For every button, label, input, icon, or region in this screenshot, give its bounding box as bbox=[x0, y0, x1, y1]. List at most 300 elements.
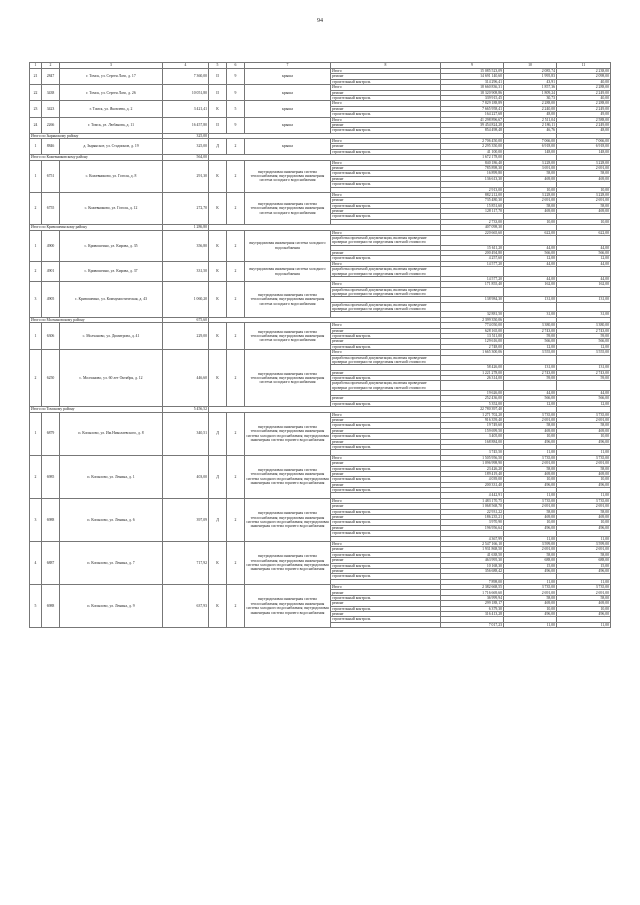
object-col6: 2 bbox=[227, 282, 245, 318]
object-number: 1 bbox=[30, 139, 42, 155]
object-number: 2 bbox=[30, 350, 42, 407]
cost-amount: 3 745,50 bbox=[441, 450, 504, 455]
object-address: с. Кривошеино, ул. Кирова, д. 35 bbox=[60, 230, 163, 261]
cost-limit: 58,00 bbox=[557, 509, 611, 514]
cost-per-unit: 688,00 bbox=[504, 558, 557, 563]
object-number: 1 bbox=[30, 323, 42, 350]
cost-limit: 3 555,00 bbox=[557, 350, 611, 355]
cost-limit: 3 380,00 bbox=[557, 323, 611, 328]
object-col5: К bbox=[209, 230, 227, 261]
cost-item: ремонт bbox=[331, 90, 441, 95]
cost-item: ремонт bbox=[331, 428, 441, 433]
cost-limit: 58,00 bbox=[557, 466, 611, 471]
cost-per-unit: 46,76 bbox=[504, 128, 557, 133]
district-total-value: 22 780 397,40 bbox=[441, 407, 504, 412]
cost-limit: 2 743,00 bbox=[557, 370, 611, 375]
cost-item: строительный контроль bbox=[331, 401, 441, 406]
cost-per-unit: 162,00 bbox=[504, 282, 557, 287]
cost-per-unit: 2 691,00 bbox=[504, 504, 557, 509]
cost-item: Итого bbox=[331, 455, 441, 460]
cost-limit: 11,00 bbox=[557, 536, 611, 541]
cost-limit: 496,00 bbox=[557, 568, 611, 573]
cost-item: строительный контроль bbox=[331, 376, 441, 381]
cost-item: Итого bbox=[331, 498, 441, 503]
cost-amount: 22 931,22 bbox=[441, 509, 504, 514]
cost-amount: 129 616,00 bbox=[441, 339, 504, 344]
object-col6: 2 bbox=[227, 412, 245, 455]
cost-item: строительный контроль bbox=[331, 79, 441, 84]
cost-amount: 128 117,70 bbox=[441, 209, 504, 214]
cost-amount: 3 970,90 bbox=[441, 520, 504, 525]
district-total-area: 675,60 bbox=[163, 317, 209, 322]
cost-per-unit: 469,00 bbox=[504, 471, 557, 476]
cost-amount: 171 855,40 bbox=[441, 282, 504, 287]
cost-limit: 2 588,00 bbox=[557, 117, 611, 122]
object-area: 340,51 bbox=[163, 412, 209, 455]
cost-amount: 2 733,00 bbox=[441, 219, 504, 224]
cost-limit: 12,00 bbox=[557, 256, 611, 261]
object-address: с. Кривошеино, ул. Коммунистическая, д. 43 bbox=[60, 282, 163, 318]
object-col6: 2 bbox=[227, 192, 245, 224]
cost-per-unit: 2 240,00 bbox=[504, 106, 557, 111]
object-area: 1 060,20 bbox=[163, 282, 209, 318]
object-col6: 2 bbox=[227, 455, 245, 498]
object-address: д. Зырянское, ул. Стадионов, д. 19 bbox=[60, 139, 163, 155]
cost-amount: 1 665 300,06 bbox=[441, 350, 504, 355]
cost-per-unit bbox=[504, 267, 557, 277]
cost-per-unit: 11,00 bbox=[504, 622, 557, 627]
cost-item: ремонт bbox=[331, 558, 441, 563]
cost-amount: 2 706 450,00 bbox=[441, 139, 504, 144]
cost-amount: 26 314,00 bbox=[441, 376, 504, 381]
cost-limit: 496,00 bbox=[557, 525, 611, 530]
object-code: 3438 bbox=[42, 85, 60, 101]
object-area: 331,50 bbox=[163, 261, 209, 281]
cost-item: строительный контроль bbox=[331, 552, 441, 557]
district-total-area: 325,00 bbox=[163, 133, 209, 138]
cost-item: ремонт bbox=[331, 590, 441, 595]
object-address: с. Кривошеино, ул. Кирова, д. 37 bbox=[60, 261, 163, 281]
cost-per-unit: 43,91 bbox=[504, 79, 557, 84]
object-col5: Д bbox=[209, 455, 227, 498]
object-number: 22 bbox=[30, 85, 42, 101]
cost-per-unit: 10,00 bbox=[504, 219, 557, 224]
object-number: 23 bbox=[30, 101, 42, 117]
cost-amount: 15 085 523,09 bbox=[441, 69, 504, 74]
work-type: внутридомовая инженерная система холодного водоснабжения bbox=[245, 230, 331, 261]
cost-amount: 1 096 998,90 bbox=[441, 461, 504, 466]
cost-amount: 164 227,68 bbox=[441, 112, 504, 117]
object-address: п. Копылово, ул. Ленина, д. 9 bbox=[60, 585, 163, 628]
cost-per-unit: 496,00 bbox=[504, 612, 557, 617]
cost-item: Итого bbox=[331, 192, 441, 197]
cost-limit: 2 249,00 bbox=[557, 106, 611, 111]
object-address: с. Молчаново, ул. Димитрова, д. 41 bbox=[60, 323, 163, 350]
cost-limit: 469,00 bbox=[557, 471, 611, 476]
cost-amount: 840 186,40 bbox=[441, 160, 504, 165]
cost-per-unit: 469,00 bbox=[504, 515, 557, 520]
object-col6: 9 bbox=[227, 85, 245, 101]
work-type: крыша bbox=[245, 69, 331, 85]
cost-per-unit: 10,00 bbox=[504, 477, 557, 482]
cost-per-unit: 58,00 bbox=[504, 171, 557, 176]
cost-item: строительный контроль bbox=[331, 203, 441, 208]
cost-limit: 469,00 bbox=[557, 176, 611, 181]
object-area: 717,92 bbox=[163, 541, 209, 584]
cost-amount: 1 483 170,75 bbox=[441, 498, 504, 503]
object-col6: 2 bbox=[227, 230, 245, 261]
cost-limit: 566,00 bbox=[557, 396, 611, 401]
cost-per-unit: 3 228,00 bbox=[504, 192, 557, 197]
cost-amount: 735 480,30 bbox=[441, 198, 504, 203]
cost-amount bbox=[441, 235, 504, 245]
cost-limit: 11,00 bbox=[557, 493, 611, 498]
object-number: 1 bbox=[30, 160, 42, 192]
cost-limit: 3 735,00 bbox=[557, 585, 611, 590]
object-number: 24 bbox=[30, 117, 42, 133]
cost-limit: 11,00 bbox=[557, 450, 611, 455]
cost-item: ремонт bbox=[331, 165, 441, 170]
object-area: 356,80 bbox=[163, 230, 209, 261]
work-type: крыша bbox=[245, 139, 331, 155]
object-col5: Д bbox=[209, 498, 227, 541]
cost-limit: 496,00 bbox=[557, 612, 611, 617]
work-type: внутридомовая инженерная система теплоснабжения; внутридомовая инженерная система холодного водоснабжения bbox=[245, 282, 331, 318]
object-area: 397,09 bbox=[163, 498, 209, 541]
cost-per-unit: 2 691,00 bbox=[504, 417, 557, 422]
cost-item: строительный контроль bbox=[331, 477, 441, 482]
object-number: 2 bbox=[30, 455, 42, 498]
cost-per-unit: 12,00 bbox=[504, 401, 557, 406]
object-col5: К bbox=[209, 101, 227, 117]
district-total-label: Итого по Зырянскому району bbox=[30, 133, 163, 138]
cost-amount: 7 898,00 bbox=[441, 579, 504, 584]
cost-per-unit: 496,00 bbox=[504, 439, 557, 444]
cost-per-unit: 2 288,00 bbox=[504, 101, 557, 106]
cost-per-unit: 496,00 bbox=[504, 525, 557, 530]
cost-amount bbox=[441, 287, 504, 297]
cost-amount bbox=[441, 267, 504, 277]
cost-amount: 3 405,00 bbox=[441, 434, 504, 439]
cost-limit bbox=[557, 302, 611, 312]
cost-per-unit: 2 691,00 bbox=[504, 461, 557, 466]
cost-item: строительный контроль bbox=[331, 574, 441, 579]
cost-item: строительный контроль bbox=[331, 531, 441, 536]
cost-amount: 196 956,64 bbox=[441, 525, 504, 530]
cost-limit: 469,00 bbox=[557, 209, 611, 214]
object-number: 1 bbox=[30, 412, 42, 455]
cost-item: ремонт bbox=[331, 547, 441, 552]
object-col6: 2 bbox=[227, 350, 245, 407]
cost-limit: 2 691,00 bbox=[557, 504, 611, 509]
cost-amount: 1 271 702,20 bbox=[441, 412, 504, 417]
cost-per-unit: 3 735,00 bbox=[504, 455, 557, 460]
object-code: 2847 bbox=[42, 69, 60, 85]
cost-amount: 18 660 836,31 bbox=[441, 85, 504, 90]
cost-amount: 356 688,42 bbox=[441, 568, 504, 573]
cost-item: ремонт bbox=[331, 328, 441, 333]
object-number: 4 bbox=[30, 541, 42, 584]
object-col5: К bbox=[209, 350, 227, 407]
cost-item: строительный контроль bbox=[331, 520, 441, 525]
cost-limit: 58,00 bbox=[557, 552, 611, 557]
header-cell: 7 bbox=[245, 63, 331, 69]
cost-per-unit: 3 735,00 bbox=[504, 498, 557, 503]
cost-amount: 2 913,00 bbox=[441, 187, 504, 192]
cost-item: строительный контроль bbox=[331, 171, 441, 176]
cost-amount: 7 017,23 bbox=[441, 622, 504, 627]
cost-per-unit: 44,00 bbox=[504, 261, 557, 266]
district-total-label: Итого по Молчановскому району bbox=[30, 317, 163, 322]
cost-amount: 4 039,00 bbox=[441, 477, 504, 482]
object-address: с. Молчаново, ул. 60 лет Октября, д. 12 bbox=[60, 350, 163, 407]
cost-amount: 186 235,21 bbox=[441, 515, 504, 520]
cost-item: строительный контроль bbox=[331, 617, 441, 622]
cost-amount: 252 436,00 bbox=[441, 396, 504, 401]
object-number: 21 bbox=[30, 69, 42, 85]
cost-item: Итого bbox=[331, 101, 441, 106]
cost-per-unit: 2 743,00 bbox=[504, 370, 557, 375]
cost-item: ремонт bbox=[331, 482, 441, 487]
object-area: 3 421,41 bbox=[163, 101, 209, 117]
cost-per-unit: 2 691,00 bbox=[504, 590, 557, 595]
work-type: внутридомовая инженерная система холодного водоснабжения bbox=[245, 261, 331, 281]
cost-item: строительный контроль bbox=[331, 595, 441, 600]
cost-amount: 882 212,00 bbox=[441, 192, 504, 197]
cost-amount: 168 884,00 bbox=[441, 439, 504, 444]
cost-per-unit: 3 599,00 bbox=[504, 541, 557, 546]
cost-per-unit: 15,00 bbox=[504, 563, 557, 568]
cost-item: ремонт bbox=[331, 370, 441, 375]
object-address: п. Копылово, ул. Ленина, д. 1 bbox=[60, 455, 163, 498]
cost-limit: 6 918,00 bbox=[557, 144, 611, 149]
cost-per-unit: 58,00 bbox=[504, 552, 557, 557]
cost-amount bbox=[441, 302, 504, 312]
cost-amount: 41 298 896,67 bbox=[441, 117, 504, 122]
object-address: г. Томск, ул. Сергея Лазо, д. 17 bbox=[60, 69, 163, 85]
cost-amount: 36 999,94 bbox=[441, 595, 504, 600]
object-col6: 2 bbox=[227, 261, 245, 281]
cost-limit: 12,00 bbox=[557, 344, 611, 349]
cost-per-unit: 7 066,00 bbox=[504, 139, 557, 144]
object-col5: К bbox=[209, 261, 227, 281]
cost-amount: 2 748,00 bbox=[441, 344, 504, 349]
work-type: внутридомовая инженерная система теплоснабжения; внутридомовая инженерная система холодного водоснабжения; внутридомовая инженерная система горячего водоснабжения bbox=[245, 412, 331, 455]
cost-amount: 15 851,60 bbox=[441, 203, 504, 208]
object-number: 3 bbox=[30, 282, 42, 318]
cost-item: ремонт bbox=[331, 176, 441, 181]
cost-limit bbox=[557, 355, 611, 365]
cost-amount: 189 419,40 bbox=[441, 471, 504, 476]
cost-amount: 13 511,00 bbox=[441, 333, 504, 338]
object-col5: К bbox=[209, 541, 227, 584]
cost-per-unit: 3 555,00 bbox=[504, 350, 557, 355]
work-type: внутридомовая инженерная система теплоснабжения; внутридомовая инженерная система холодного водоснабжения bbox=[245, 350, 331, 407]
cost-limit: 48,00 bbox=[557, 128, 611, 133]
cost-limit: 131,00 bbox=[557, 297, 611, 302]
object-col6: 2 bbox=[227, 160, 245, 192]
cost-amount: 220 665,60 bbox=[441, 230, 504, 235]
header-cell: 1 bbox=[30, 63, 42, 69]
cost-item: ремонт bbox=[331, 439, 441, 444]
cost-per-unit: 469,00 bbox=[504, 209, 557, 214]
cost-amount: 7 665 958,41 bbox=[441, 106, 504, 111]
header-cell: 9 bbox=[441, 63, 504, 69]
cost-amount: 316 413,28 bbox=[441, 612, 504, 617]
object-code: 6755 bbox=[42, 192, 60, 224]
cost-limit: 3 735,00 bbox=[557, 412, 611, 417]
cost-item: строительный контроль bbox=[331, 214, 441, 219]
cost-item: строительный контроль bbox=[331, 149, 441, 154]
cost-amount: 4 367,99 bbox=[441, 536, 504, 541]
cost-amount: 7 829 188,89 bbox=[441, 101, 504, 106]
cost-per-unit: 566,00 bbox=[504, 396, 557, 401]
object-col5: К bbox=[209, 192, 227, 224]
object-number: 1 bbox=[30, 230, 42, 261]
work-type: крыша bbox=[245, 101, 331, 117]
cost-item: ремонт bbox=[331, 339, 441, 344]
cost-limit bbox=[557, 381, 611, 391]
cost-per-unit bbox=[504, 287, 557, 297]
cost-amount: 1 505 956,50 bbox=[441, 455, 504, 460]
cost-per-unit: 58,00 bbox=[504, 595, 557, 600]
cost-limit: 40,00 bbox=[557, 79, 611, 84]
object-address: с. Кожевниково, ул. Гоголя, д. 12 bbox=[60, 192, 163, 224]
cost-item: строительный контроль bbox=[331, 606, 441, 611]
cost-limit: 3 228,00 bbox=[557, 192, 611, 197]
cost-limit: 11,00 bbox=[557, 579, 611, 584]
district-total-value: 1 672 178,00 bbox=[441, 155, 504, 160]
cost-item: Итого bbox=[331, 230, 441, 235]
cost-amount: 136 613,30 bbox=[441, 176, 504, 181]
cost-amount: 10 168,30 bbox=[441, 563, 504, 568]
cost-limit: 10,00 bbox=[557, 219, 611, 224]
cost-amount: 18 320 908,86 bbox=[441, 90, 504, 95]
cost-limit: 469,00 bbox=[557, 601, 611, 606]
cost-item: разработка проектной документации, включая проведение проверки достоверности определения сметной стоимости bbox=[331, 355, 441, 365]
cost-item: Итого bbox=[331, 117, 441, 122]
cost-item: ремонт bbox=[331, 417, 441, 422]
cost-per-unit: 2 085,74 bbox=[504, 69, 557, 74]
cost-limit: 15,00 bbox=[557, 563, 611, 568]
cost-per-unit: 10,00 bbox=[504, 606, 557, 611]
cost-item: ремонт bbox=[331, 612, 441, 617]
header-cell: 4 bbox=[163, 63, 209, 69]
object-address: п. Копылово, ул. Им.Николаевского, д. 8 bbox=[60, 412, 163, 455]
object-col6: 2 bbox=[227, 139, 245, 155]
cost-limit: 7 066,00 bbox=[557, 139, 611, 144]
object-col6: 2 bbox=[227, 585, 245, 628]
cost-limit: 58,00 bbox=[557, 203, 611, 208]
cost-item: Итого bbox=[331, 541, 441, 546]
cost-per-unit: 566,00 bbox=[504, 251, 557, 256]
work-type: внутридомовая инженерная система теплоснабжения; внутридомовая инженерная система холодного водоснабжения bbox=[245, 192, 331, 224]
page-number: 94 bbox=[317, 18, 323, 24]
object-code: 6306 bbox=[42, 323, 60, 350]
object-area: 229,00 bbox=[163, 323, 209, 350]
object-area: 291,30 bbox=[163, 160, 209, 192]
cost-item: ремонт bbox=[331, 515, 441, 520]
cost-amount: 628 165,00 bbox=[441, 328, 504, 333]
cost-item: Итого bbox=[331, 412, 441, 417]
object-number: 3 bbox=[30, 498, 42, 541]
cost-item: строительный контроль bbox=[331, 256, 441, 261]
cost-limit: 49,00 bbox=[557, 112, 611, 117]
cost-amount: 774 050,00 bbox=[441, 323, 504, 328]
cost-per-unit: 58,00 bbox=[504, 509, 557, 514]
cost-item: Итого bbox=[331, 160, 441, 165]
cost-per-unit: 11,00 bbox=[504, 493, 557, 498]
cost-limit: 3 599,00 bbox=[557, 541, 611, 546]
object-col6: 9 bbox=[227, 117, 245, 133]
object-code: 6985 bbox=[42, 455, 60, 498]
object-code: 2266 bbox=[42, 117, 60, 133]
cost-per-unit: 3 228,00 bbox=[504, 160, 557, 165]
cost-amount: 5 352,00 bbox=[441, 401, 504, 406]
work-type: внутридомовая инженерная система теплоснабжения; внутридомовая инженерная система холодного водоснабжения; внутридомовая инженерная система горячего водоснабжения bbox=[245, 585, 331, 628]
object-area: 637,93 bbox=[163, 585, 209, 628]
cost-item: строительный контроль bbox=[331, 128, 441, 133]
object-col6: 2 bbox=[227, 323, 245, 350]
cost-item: ремонт bbox=[331, 601, 441, 606]
cost-limit: 44,00 bbox=[557, 391, 611, 396]
district-total-area: 564,00 bbox=[163, 155, 209, 160]
cost-per-unit: 1 809,24 bbox=[504, 90, 557, 95]
cost-limit: 566,00 bbox=[557, 339, 611, 344]
header-cell: 2 bbox=[42, 63, 60, 69]
cost-limit: 31,00 bbox=[557, 312, 611, 317]
object-col6: 9 bbox=[227, 69, 245, 85]
cost-per-unit: 2 186,11 bbox=[504, 122, 557, 127]
object-area: 446,60 bbox=[163, 350, 209, 407]
work-type: внутридомовая инженерная система теплоснабжения; внутридомовая инженерная система холодного водоснабжения; внутридомовая инженерная система горячего водоснабжения bbox=[245, 541, 331, 584]
cost-item: разработка проектной документации, включая проведение проверки достоверности определения сметной стоимости bbox=[331, 302, 441, 312]
district-total-value: 2 399 350,06 bbox=[441, 317, 504, 322]
header-cell: 8 bbox=[331, 63, 441, 69]
cost-item: Итого bbox=[331, 69, 441, 74]
cost-limit: 44,00 bbox=[557, 245, 611, 250]
cost-amount: 14 691 140,60 bbox=[441, 74, 504, 79]
cost-limit: 10,00 bbox=[557, 606, 611, 611]
cost-limit: 2 691,00 bbox=[557, 417, 611, 422]
cost-per-unit: 10,00 bbox=[504, 434, 557, 439]
cost-per-unit: 3 691,00 bbox=[504, 165, 557, 170]
cost-item: строительный контроль bbox=[331, 423, 441, 428]
cost-item: строительный контроль bbox=[331, 434, 441, 439]
cost-per-unit: 566,00 bbox=[504, 339, 557, 344]
cost-amount: 1 221 278,00 bbox=[441, 370, 504, 375]
district-total-area: 5 456,52 bbox=[163, 407, 209, 412]
cost-limit bbox=[557, 287, 611, 297]
cost-limit: 59,00 bbox=[557, 376, 611, 381]
cost-limit: 11,00 bbox=[557, 622, 611, 627]
cost-limit: 44,00 bbox=[557, 276, 611, 281]
cost-per-unit: 496,00 bbox=[504, 482, 557, 487]
object-number: 5 bbox=[30, 585, 42, 628]
cost-item: ремонт bbox=[331, 144, 441, 149]
object-code: 3423 bbox=[42, 101, 60, 117]
cost-limit: 622,00 bbox=[557, 230, 611, 235]
cost-limit: 2 238,00 bbox=[557, 69, 611, 74]
object-code: 8846 bbox=[42, 139, 60, 155]
object-area: 325,00 bbox=[163, 139, 209, 155]
cost-item: ремонт bbox=[331, 74, 441, 79]
object-col5: Д bbox=[209, 412, 227, 455]
object-col5: К bbox=[209, 585, 227, 628]
cost-item: строительный контроль bbox=[331, 444, 441, 449]
cost-amount: 2 382 668,55 bbox=[441, 585, 504, 590]
cost-amount bbox=[441, 355, 504, 365]
